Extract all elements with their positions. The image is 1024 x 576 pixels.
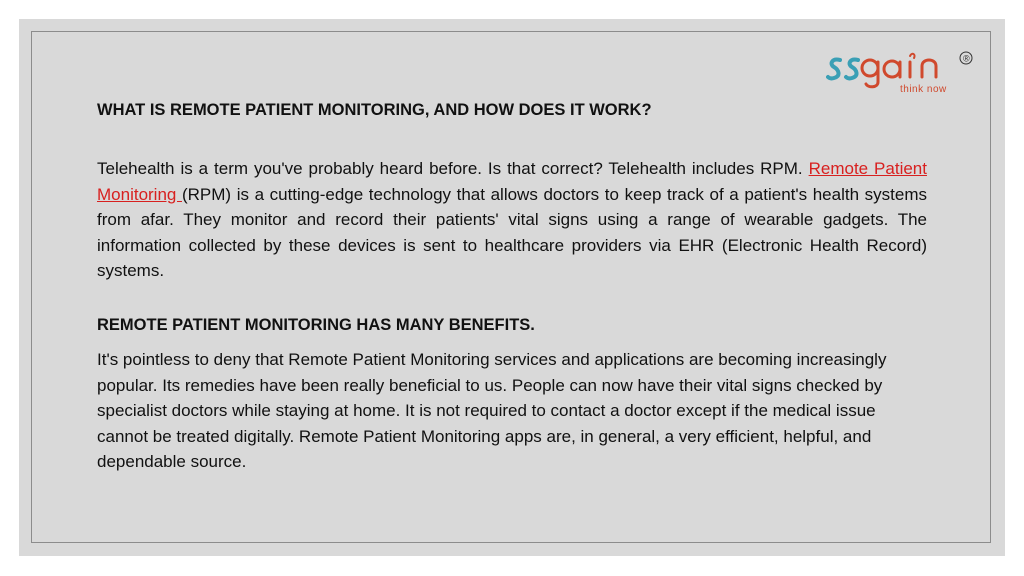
section-heading-benefits: REMOTE PATIENT MONITORING HAS MANY BENEFITS.	[97, 316, 535, 334]
paragraph-intro-text: Telehealth is a term you've probably heard before. Is that correct? Telehealth includes RPM.	[97, 159, 803, 178]
company-logo	[826, 50, 976, 100]
link-remote-patient-monitoring[interactable]: Remote Patient Monitoring	[97, 159, 927, 204]
paragraph-rest-text: (RPM) is a cutting-edge technology that allows doctors to keep track of a patient's health systems from afar. They monitor and record their patients' vital signs using a range of wearable gadgets. The information collected by these devices is sent to healthcare providers via EHR (Electronic Health Record) systems.	[97, 184, 927, 280]
section-heading-what-is-rpm: WHAT IS REMOTE PATIENT MONITORING, AND HOW DOES IT WORK?	[97, 101, 652, 119]
paragraph-rpm-intro	[97, 156, 927, 284]
registered-mark: ®	[963, 53, 970, 64]
paragraph-benefits: It's pointless to deny that Remote Patient Monitoring services and applications are becoming increasingly popular. Its remedies have been really beneficial to us. People can now have their vital signs checked by specialist doctors while staying at home. It is not required to contact a doctor except if the medical issue cannot be treated digitally. Remote Patient Monitoring apps are, in general, a very efficient, helpful, and dependable source.	[97, 350, 887, 471]
logo-tagline: think now	[900, 84, 947, 95]
